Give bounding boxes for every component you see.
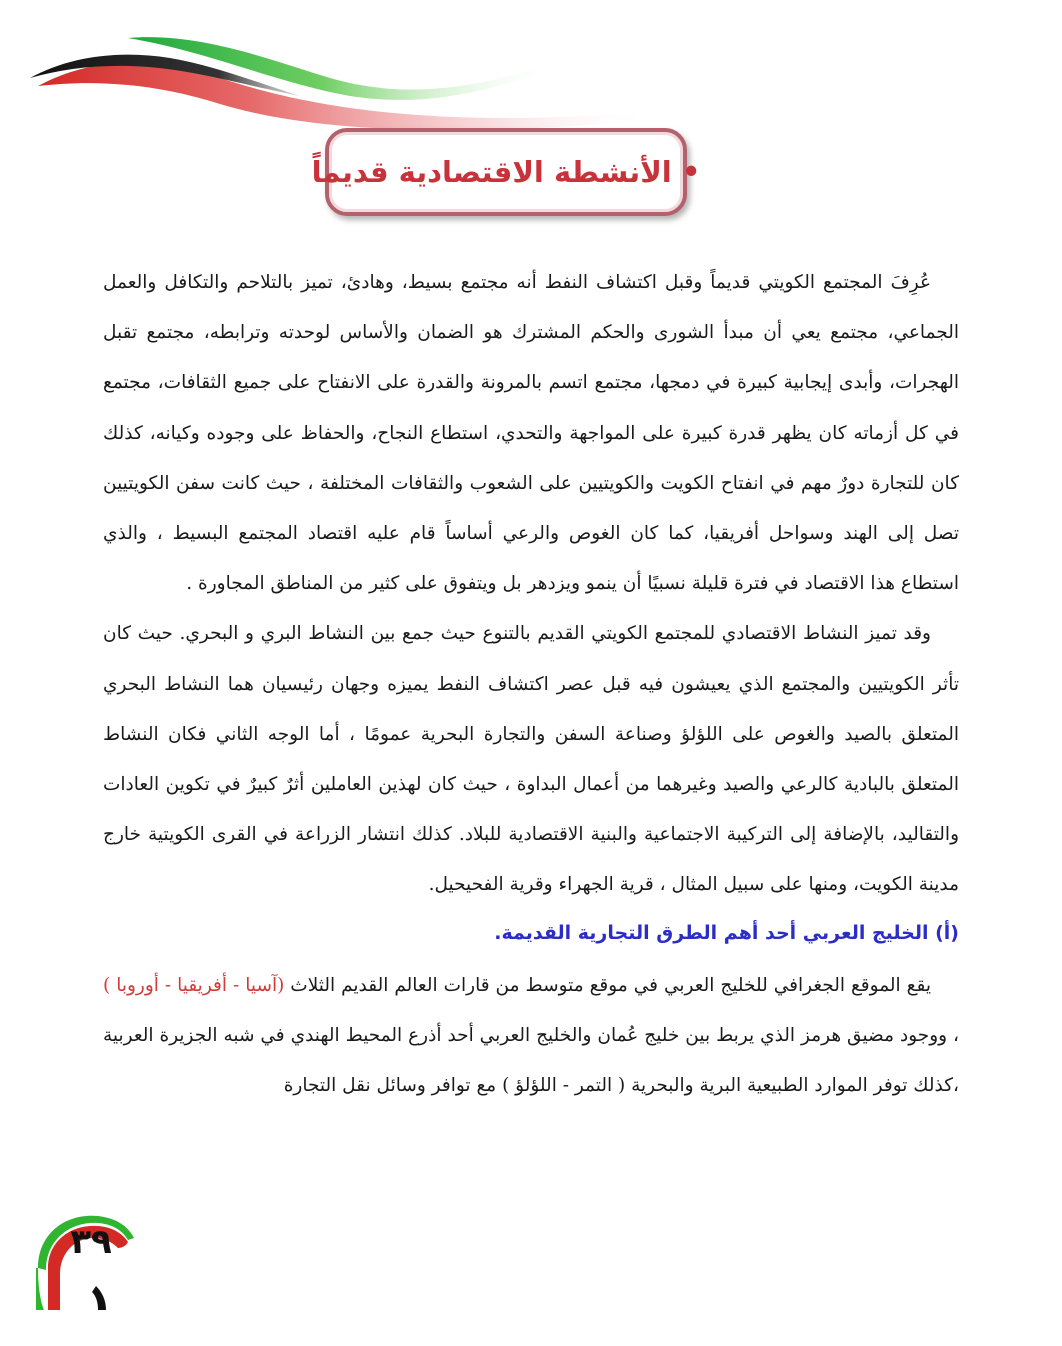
paragraph-1: عُرِفَ المجتمع الكويتي قديماً وقبل اكتشاف النفط أنه مجتمع بسيط، وهادئ، تميز بالتلاحم والتكافل والعمل الجماعي، مجتمع يعي أن مبدأ الشورى والحكم المشترك هو الضمان والأساس لوحدته وترابطه، مجتمع تقبل الهجرات، وأبدى إيجابية كبيرة في دمجها، مجتمع اتسم بالمرونة والقدرة على الانفتاح على جميع الثقافات، مجتمع في كل أزماته كان يظهر قدرة كبيرة على المواجهة والتحدي، استطاع النجاح، والحفاظ على وجوده وكيانه، كذلك كان للتجارة دورٌ مهم في انفتاح الكويت والكويتيين على الشعوب والثقافات المختلفة ، حيث كانت سفن الكويتيين تصل إلى الهند وسواحل أفريقيا، كما كان الغوص والرعي أساساً قام عليه اقتصاد المجتمع البسيط ، والذي استطاع هذا الاقتصاد في فترة قليلة نسبيًا أن ينمو ويزدهر بل ويتفوق على كثير من المناطق المجاورة .	[103, 272, 959, 595]
paragraph-2: وقد تميز النشاط الاقتصادي للمجتمع الكويتي القديم بالتنوع حيث جمع بين النشاط البري و البحري. حيث كان تأثر الكويتيين والمجتمع الذي يعيشون فيه قبل عصر اكتشاف النفط يميزه وجهان رئيسيان هما النشاط البحري المتعلق بالصيد والغوص على اللؤلؤ وصناعة السفن والتجارة البحرية عمومًا ، أما الوجه الثاني فكان النشاط المتعلق بالبادية كالرعي والصيد وغيرهما من أعمال البداوة ، حيث كان لهذين العاملين أثرٌ كبيرٌ في تكوين العادات والتقاليد، بالإضافة إلى التركيبة الاجتماعية والبنية الاقتصادية للبلاد. كذلك انتشار الزراعة في القرى الكويتية خارج مدينة الكويت، ومنها على سبيل المثال ، قرية الجهراء وقرية الفحيحيل.	[103, 623, 959, 896]
paragraph-3-text-continued: ، ووجود مضيق هرمز الذي يربط بين خليج عُمان والخليج العربي أحد أذرع المحيط الهندي في شبه الجزيرة العربية ،كذلك توفر الموارد الطبيعية البرية والبحرية ( التمر - اللؤلؤ ) مع توافر وسائل نقل التجارة	[103, 1024, 959, 1097]
continents-highlight: (آسيا - أفريقيا - أوروبا )	[103, 974, 285, 996]
section-heading: (أ) الخليج العربي أحد أهم الطرق التجارية القديمة.	[494, 921, 959, 944]
corner-black-mark	[92, 1286, 106, 1310]
paragraph-3-text: يقع الموقع الجغرافي للخليج العربي في موقع متوسط من قارات العالم القديم الثلاث	[290, 974, 931, 996]
paragraph-3	[103, 961, 959, 1112]
main-content	[103, 258, 959, 1111]
title-box	[311, 128, 701, 216]
corner-green-tail	[36, 1268, 44, 1310]
page-number: ٣٩	[70, 1222, 112, 1262]
page-title: • الأنشطة الاقتصادية قديماً	[311, 155, 701, 189]
flag-red-stripe	[38, 63, 650, 130]
